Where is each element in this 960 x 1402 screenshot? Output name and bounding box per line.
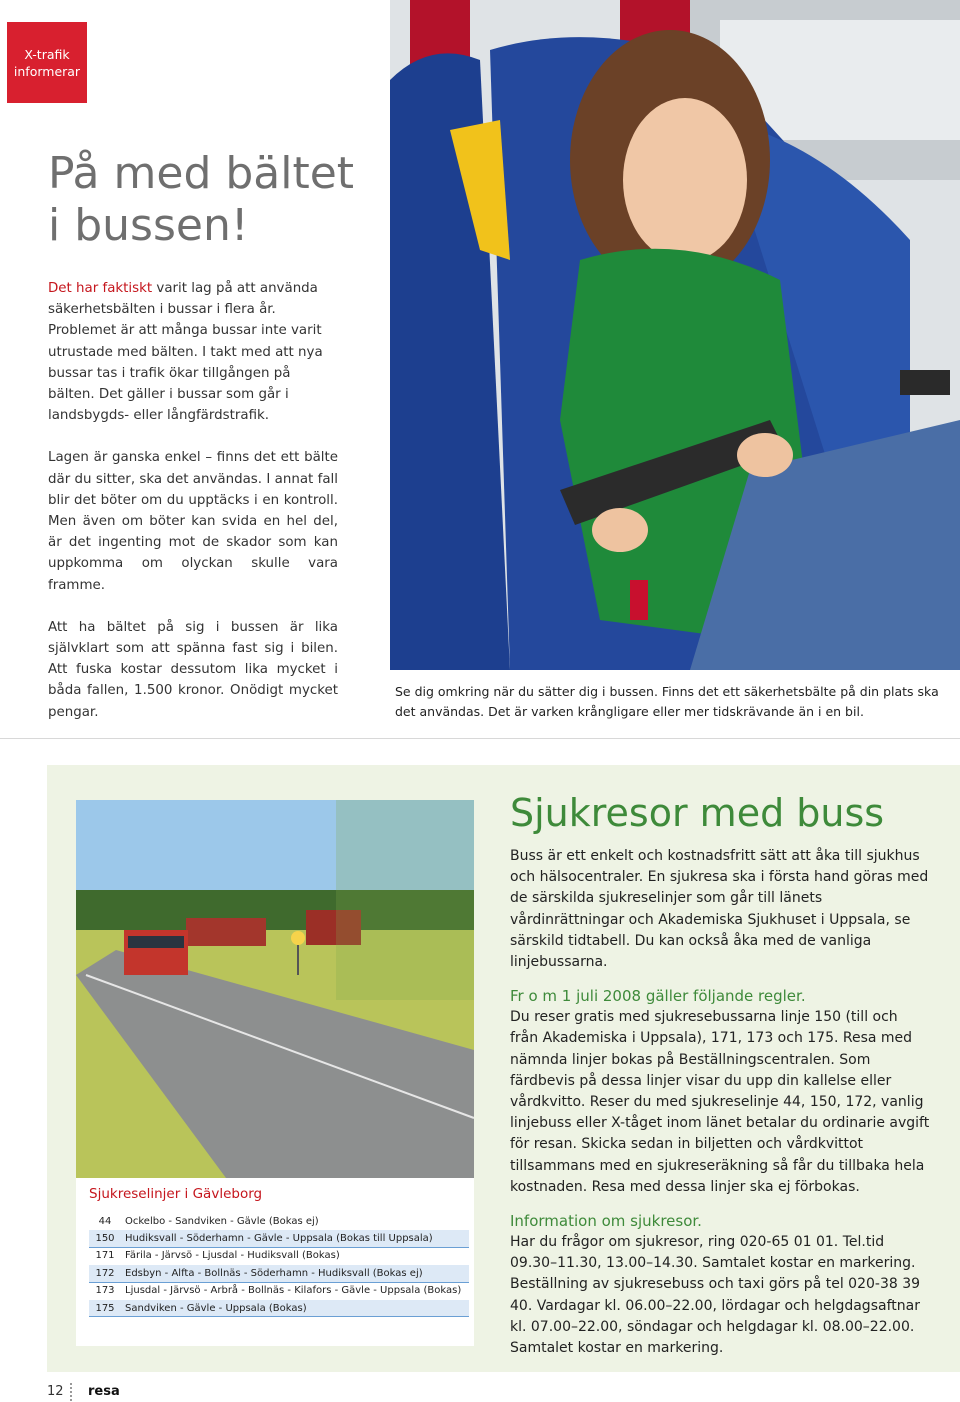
- route-number: 172: [89, 1265, 121, 1282]
- route-number: 175: [89, 1299, 121, 1316]
- rules-heading: Fr o m 1 juli 2008 gäller följande regler.: [510, 987, 806, 1006]
- table-row: [89, 1265, 469, 1282]
- table-row: [89, 1299, 469, 1316]
- routes-title: Sjukreselinjer i Gävleborg: [89, 1186, 263, 1202]
- lead-text: Det har faktiskt: [48, 281, 153, 296]
- info-text: Har du frågor om sjukresor, ring 020-65 01 01. Tel.tid 09.30–11.30, 13.00–14.30. Samtalet kostar en markering. Beställning av sjukresebuss och taxi görs på tel 020-38 39 40. Vardagar kl. 06.00–22.00, lördagar och helgdagsaftnar kl. 07.00–22.00, söndagar och helgdagar kl. 08.00–22.00. Samtalet kostar en markering.: [510, 1234, 921, 1357]
- badge-line-1: X-trafik: [24, 47, 70, 62]
- badge-line-2: informerar: [13, 64, 81, 79]
- table-row: [89, 1213, 469, 1230]
- paragraph-3: Att ha bältet på sig i bussen är lika självklart som att spänna fast sig i bilen. Att fuska kostar dessutom lika mycket i båda fallen, 1.500 kronor. Onödigt mycket pengar.: [48, 619, 338, 720]
- sjukresor-heading: Sjukresor med buss: [510, 791, 885, 835]
- route-number: 150: [89, 1230, 121, 1247]
- country-road-bus-photo: [76, 800, 474, 1178]
- bus-seatbelt-photo: [390, 0, 960, 670]
- article-body: [48, 278, 338, 744]
- article-title: [48, 148, 388, 252]
- table-row: [89, 1282, 469, 1299]
- routes-box: [76, 1178, 474, 1346]
- title-line-1: På med bältet: [48, 148, 355, 199]
- table-row: [89, 1230, 469, 1247]
- route-description: Edsbyn - Alfta - Bollnäs - Söderhamn - Hudiksvall (Bokas ej): [121, 1265, 469, 1282]
- table-row: [89, 1247, 469, 1264]
- x-trafik-badge: [7, 22, 87, 103]
- route-number: 173: [89, 1282, 121, 1299]
- route-description: Hudiksvall - Söderhamn - Gävle - Uppsala (Bokas till Uppsala): [121, 1230, 469, 1247]
- route-number: 171: [89, 1247, 121, 1264]
- routes-table: [89, 1212, 469, 1317]
- footer-divider: [70, 1383, 74, 1401]
- paragraph-1-text: varit lag på att använda säkerhetsbälten i bussar i flera år. Problemet är att många bussar inte varit utrustade med bälten. I takt med att nya bussar tas i trafik ökar tillgången på bälten. Det gäller i bussar som går i landsbygds- eller långfärdstrafik.: [48, 281, 323, 424]
- photo-caption: Se dig omkring när du sätter dig i bussen. Finns det ett säkerhetsbälte på din plats ska det användas. Det är varken krångligare eller mer tidskrävande än i en bil.: [395, 684, 939, 719]
- route-description: Färila - Järvsö - Ljusdal - Hudiksvall (Bokas): [121, 1247, 469, 1264]
- route-number: 44: [89, 1213, 121, 1230]
- route-description: Ockelbo - Sandviken - Gävle (Bokas ej): [121, 1213, 469, 1230]
- sjukresor-intro: Buss är ett enkelt och kostnadsfritt sätt att åka till sjukhus och hälsocentraler. En sjukresa ska i första hand göras med de särskilda sjukreselinjer som går till länets vårdinrättningar och Akademiska Sjukhuset i Uppsala, se särskild tidtabell. Du kan också åka med de vanliga linjebussarna.: [510, 848, 929, 971]
- sjukresor-text: [510, 846, 930, 1359]
- paragraph-2: Lagen är ganska enkel – finns det ett bälte där du sitter, ska det användas. I annat fall blir det böter om du upptäcks i en kontroll. Men även om böter kan svida en hel del, är det ingenting mot de skador som kan uppkomma om olyckan skulle vara framme.: [48, 450, 338, 593]
- magazine-label: resa: [88, 1384, 120, 1399]
- route-description: Ljusdal - Järvsö - Arbrå - Bollnäs - Kilafors - Gävle - Uppsala (Bokas): [121, 1282, 469, 1299]
- page-number: 12: [47, 1384, 64, 1399]
- title-line-2: i bussen!: [48, 200, 249, 251]
- rules-text: Du reser gratis med sjukresebussarna linje 150 (till och från Akademiska i Uppsala), 171, 173 och 175. Resa med nämnda linjer bokas på Beställningscentralen. Som färdbevis på dessa linjer visar du upp din kallelse eller vårdkvitto. Reser du med sjukreselinje 44, 150, 172, vanlig linjebuss eller X-tåget inom länet betalar du ordinarie avgift för resan. Skicka sedan in biljetten och vårdkvittot tillsammans med en sjukreseräkning så får du tillbaka hela kostnaden. Resa med dessa linjer ska ej förbokas.: [510, 1009, 930, 1195]
- section-divider: [0, 738, 960, 739]
- paragraph-1: [48, 278, 338, 426]
- route-description: Sandviken - Gävle - Uppsala (Bokas): [121, 1299, 469, 1316]
- info-heading: Information om sjukresor.: [510, 1212, 702, 1231]
